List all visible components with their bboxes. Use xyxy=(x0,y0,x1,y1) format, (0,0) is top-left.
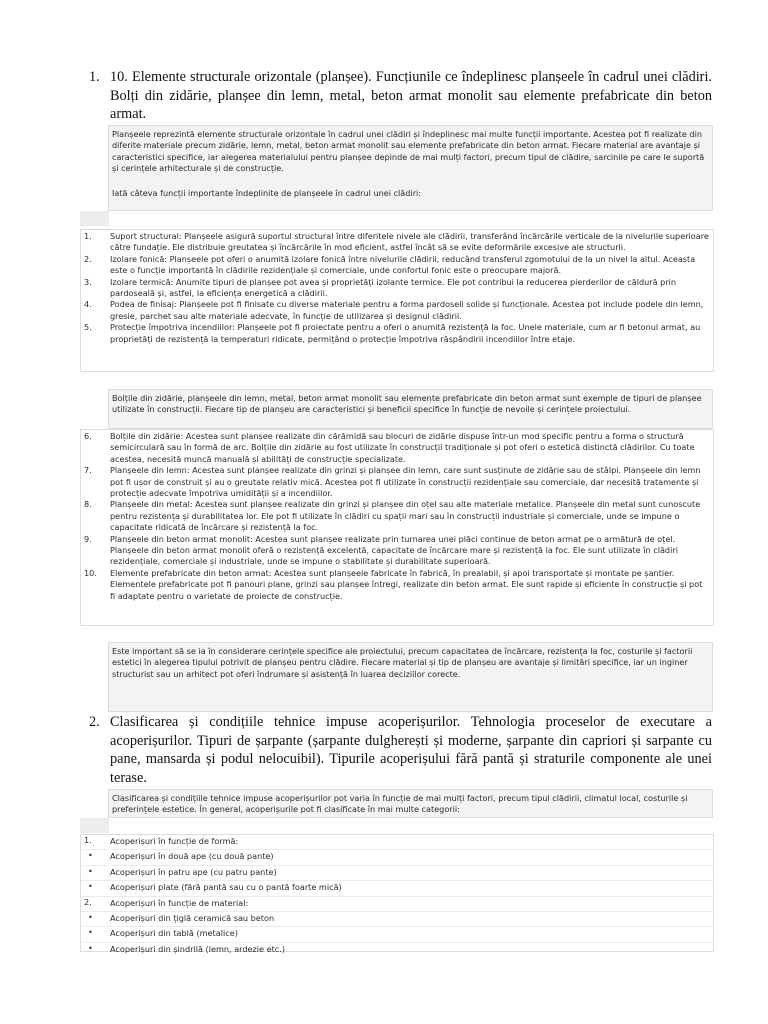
list-number: 9. xyxy=(84,533,92,544)
list-item-text: Acoperișuri din șindrilă (lemn, ardezie etc.) xyxy=(110,943,286,954)
list-item xyxy=(81,277,713,300)
list-number: 7. xyxy=(84,465,92,476)
intro-paragraph: Planșeele reprezintă elemente structurale orizontale în cadrul unei clădiri și îndeplinesc mai multe funcții importante. Acestea pot fi realizate din diferite materiale precum zidărie, lemn, metal, beton armat monolit sau elemente prefabricate din beton armat. Fiecare material are avantaje și caracteristici specifice, iar alegerea materialului pentru planșee depinde de mai mulți factori, precum tipul de clădire, sarcinile pe care le suportă și cerințele arhitecturale și de construcție. xyxy=(112,129,705,174)
list-item-text: Acoperișuri în funcție de formă: xyxy=(110,836,239,846)
list-item-text: Acoperișuri în funcție de material: xyxy=(110,897,249,908)
bullet-icon: • xyxy=(88,850,93,861)
list-item-text: Izolare fonică: Planșeele pot oferi o anumită izolare fonică între nivelurile clădirii, reducând transferul zgomotului de la un nivel la altul. Aceasta este o funcție importantă în clădirile rezidențiale și comerciale, unde confortul fonic este o preocupare majoră. xyxy=(110,253,696,276)
types-paragraph: Bolțile din zidărie, planșeele din lemn, metal, beton armat monolit sau elemente prefabricate din beton armat sunt exemple de tipuri de planșee utilizate în construcții. Fiecare tip de planșeu are caracteristici și beneficii specifice în funcție de nevoile și cerințele proiectului. xyxy=(112,393,702,415)
list-item-text: Acoperișuri din țiglă ceramică sau beton xyxy=(110,913,275,924)
list-item xyxy=(81,835,713,850)
list-number: 2. xyxy=(84,896,92,907)
list-item-text: Acoperișuri din tablă (metalice) xyxy=(110,928,238,939)
list-item xyxy=(81,465,713,499)
section-heading-1 xyxy=(89,68,712,124)
list-number: 2. xyxy=(84,253,92,264)
list-item-text: Elemente prefabricate din beton armat: Acestea sunt planșeele fabricate în fabrică, în prealabil, și apoi transportate și montate pe șantier. Elementele prefabricate pot fi panouri plane, grinzi sau planșee întregi, realizate din beton armat. Ele sunt rapide și eficiente în construcție și pot fi adaptate pentru o varietate de proiecte de construcție. xyxy=(110,567,703,601)
list-item-text: Bolțile din zidărie: Acestea sunt planșee realizate din cărămidă sau blocuri de zidărie dispuse într-un mod specific pentru a forma o structură semicirculară sau în formă de arc. Bolțile din zidărie au fost utilizate în construcții tradiționale și pot oferi o estetică distinctă clădirilor. Cu toate acestea, necesită muncă manuală și abilități de construcție specializate. xyxy=(110,431,695,464)
heading-text: 10. Elemente structurale orizontale (planșee). Funcțiunile ce îndeplinesc planșeele în cadrul unei clădiri. Bolți din zidărie, planșee din lemn, metal, beton armat monolit sau elemente prefabricate din beton armat. xyxy=(110,69,712,123)
list-item xyxy=(81,927,713,942)
list-number: 8. xyxy=(84,499,92,510)
list-item-text: Acoperișuri plate (fără pantă sau cu o pantă foarte mică) xyxy=(110,882,342,893)
bullet-icon: • xyxy=(88,942,93,953)
types-list xyxy=(80,429,714,626)
list-number: 5. xyxy=(84,322,92,333)
heading-number: 2. xyxy=(89,714,100,730)
list-item-text: Planșeele din lemn: Acestea sunt planșee realizate din grinzi și planșee din lemn, care sunt susținute de zidărie sau de stâlpi. Planșeele din lemn pot fi ușor de construit și au o greutate relativ mică. Acestea pot fi utilizate în construcții rezidențiale sau comerciale, dar necesită tratamente și protecție adecvate împotriva umidității și a incendiilor. xyxy=(110,465,701,499)
intro-lead: Iată câteva funcții importante îndeplinite de planșeele în cadrul unei clădiri: xyxy=(112,187,422,198)
list-item xyxy=(81,254,713,277)
list-number: 4. xyxy=(84,299,92,310)
list-item xyxy=(81,568,713,602)
list-item-text: Planșeele din beton armat monolit: Acestea sunt planșee realizate prin turnarea unei plăci continue de beton armat pe o armătură de oțel. Planșeele din beton armat monolit oferă o rezistență excelentă, capacitate de încărcare mare și rezistență la foc. Ele sunt utilizate în clădiri rezidențiale, comerciale și industriale, unde se impune o stabilitate și durabilitate superioară. xyxy=(110,533,678,567)
list-item-text: Podea de finisaj: Planșeele pot fi finisate cu diverse materiale pentru a forma pardoseli solide și funcționale. Acestea pot include podele din lemn, gresie, parchet sau alte materiale adecvate, în funcție de utilizarea și designul clădirii. xyxy=(110,299,704,321)
list-item-text: Acoperișuri în patru ape (cu patru pante) xyxy=(110,866,277,877)
list-item xyxy=(81,231,713,254)
bullet-icon: • xyxy=(88,927,93,938)
list-number: 10. xyxy=(84,567,97,578)
list-item xyxy=(81,431,713,465)
list-item xyxy=(81,943,713,957)
types-box xyxy=(108,389,713,429)
margin-strip xyxy=(80,211,109,226)
intro-box xyxy=(108,125,713,211)
bullet-icon: • xyxy=(88,881,93,892)
heading-text: Clasificarea și condițiile tehnice impuse acoperișurilor. Tehnologia proceselor de executare a acoperișurilor. Tipuri de șarpante (șarpante dulgherești și moderne, șarpante din capriori și sarpante cu pane, mansarda și podul nelocuibil). Tipurile acoperișului fără pantă și straturile componente ale unei terase. xyxy=(110,714,712,787)
list-item xyxy=(81,866,713,881)
conclusion-paragraph: Este important să se ia în considerare cerințele specifice ale proiectului, precum capacitatea de încărcare, rezistența la foc, costurile și factorii estetici în alegerea tipului potrivit de planșeu pentru clădire. Fiecare material și tip de planșeu are avantaje și limitări specifice, iar un inginer structurist sau un arhitect pot oferi îndrumare și asistență în luarea deciziilor corecte. xyxy=(112,646,693,679)
list-item xyxy=(81,534,713,568)
list-number: 1. xyxy=(84,835,92,845)
roof-paragraph: Clasificarea și condițiile tehnice impuse acoperișurilor pot varia în funcție de mai mulți factori, precum tipul clădirii, climatul local, costurile și preferințele estetice. În general, acoperișurile pot fi clasificate în mai multe categorii: xyxy=(112,793,688,815)
list-number: 1. xyxy=(84,231,92,241)
roof-intro-box xyxy=(108,789,713,818)
heading-number: 1. xyxy=(89,69,100,85)
margin-strip xyxy=(80,818,109,833)
bullet-icon: • xyxy=(88,912,93,923)
list-number: 6. xyxy=(84,431,92,441)
list-item-text: Acoperișuri în două ape (cu două pante) xyxy=(110,851,274,862)
conclusion-box xyxy=(108,642,713,712)
functions-list xyxy=(80,229,714,372)
list-item xyxy=(81,912,713,927)
bullet-icon: • xyxy=(88,865,93,876)
list-item xyxy=(81,897,713,912)
list-number: 3. xyxy=(84,276,92,287)
section-heading-2 xyxy=(89,713,712,788)
list-item xyxy=(81,299,713,322)
list-item-text: Planșeele din metal: Acestea sunt planșee realizate din grinzi și planșee din oțel sau alte materiale metalice. Planșeele din metal sunt cunoscute pentru rezistența și durabilitatea lor. Ele pot fi utilizate în clădiri cu spații mari sau în construcții industriale și comerciale, unde se impune o capacitate ridicată de încărcare și rezistență la foc. xyxy=(110,499,701,533)
roof-classification-list xyxy=(80,834,714,952)
list-item xyxy=(81,322,713,345)
list-item xyxy=(81,881,713,896)
list-item-text: Protecție împotriva incendiilor: Planșeele pot fi proiectate pentru a oferi o anumită rezistență la foc. Unele materiale, cum ar fi betonul armat, au proprietăți de rezistență la temperaturi ridicate, permițând o protecție împotriva răspândirii incendiilor între etaje. xyxy=(110,322,701,344)
list-item-text: Izolare termică: Anumite tipuri de planșee pot avea și proprietăți izolante termice. Ele pot contribui la reducerea pierderilor de căldură prin pardoseală și, astfel, la eficiența energetică a clădirii. xyxy=(110,276,677,299)
list-item xyxy=(81,499,713,533)
list-item-text: Suport structural: Planșeele asigură suportul structural între diferitele nivele ale clădirii, transferând încărcările verticale de la nivelurile superioare către fundație. Ele distribuie greutatea și încărcările în mod eficient, astfel încât să se evite deformările excesive ale structurii. xyxy=(110,231,709,253)
list-item xyxy=(81,850,713,865)
